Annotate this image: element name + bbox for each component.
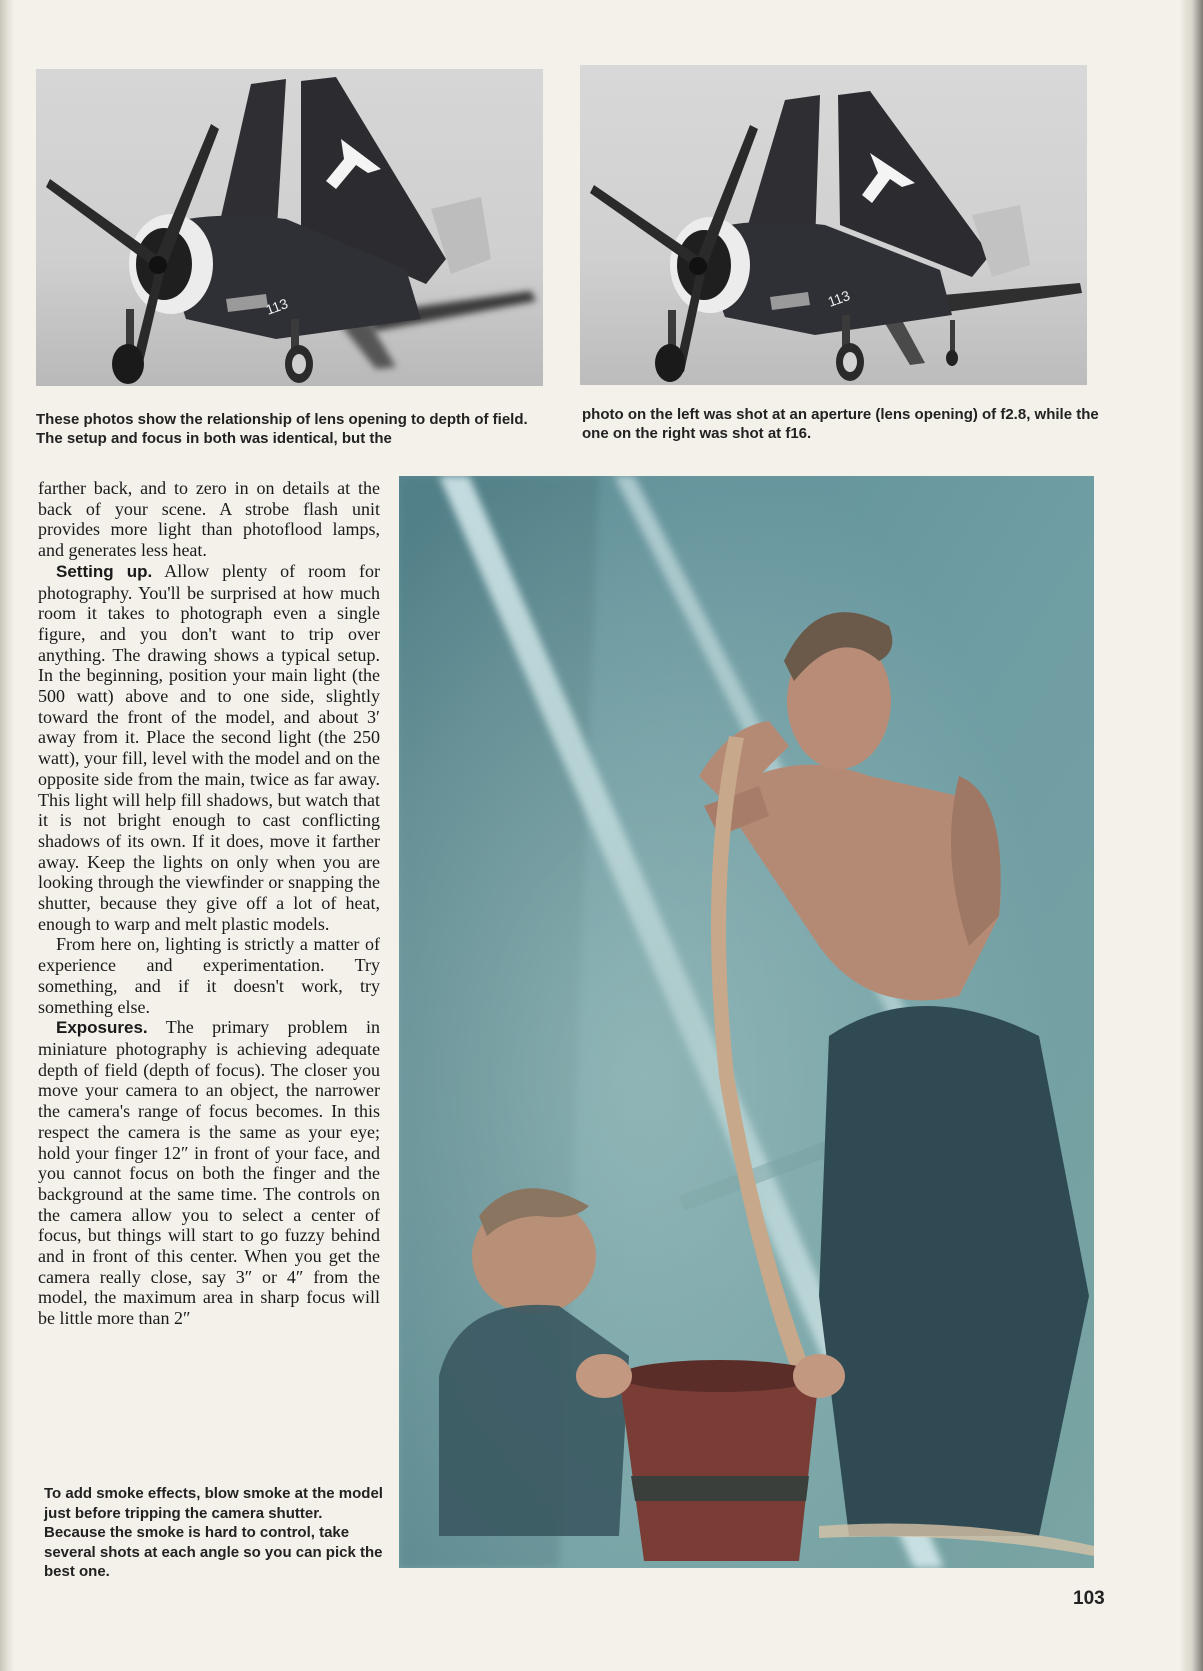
page-number: 103 <box>1073 1588 1105 1609</box>
paragraph-text: Allow plenty of room for photography. You'll be surprised at how much room it takes to photograph even a single figure, and you don't want to trip over anything. The drawing shows a typical setup. In the beginning, position your main light (the 500 watt) above and to one side, slightly toward the front of the model, and about 3′ away from it. Place the second light (the 250 watt), your fill, level with the model and on the opposite side from the main, twice as far away. This light will help fill shadows, but watch that it is not bright enough to cast conflicting shadows of its own. If it does, move it farther away. Keep the lights on only when you are looking through the viewfinder or snapping the shutter, because they give off a lot of heat, enough to warp and melt plastic models. <box>38 560 381 934</box>
page-outer-edge <box>1179 0 1203 1671</box>
svg-text:113: 113 <box>263 295 291 318</box>
svg-text:113: 113 <box>825 287 853 310</box>
photo-caption-right: photo on the left was shot at an aperture (lens opening) of f2.8, while the one on the right was shot at f16. <box>582 406 1099 442</box>
smoke-effect-photo <box>399 476 1094 1568</box>
page-binding-edge <box>0 0 14 1671</box>
photo-caption-left: These photos show the relationship of lens opening to depth of field. The setup and focus in both was identical, but the <box>36 411 528 447</box>
paragraph-setting-up <box>38 561 380 935</box>
sailor-figures-icon <box>399 476 1094 1568</box>
heading-exposures: Exposures. <box>56 1018 148 1038</box>
aircraft-model-icon <box>580 65 1087 385</box>
smoke-photo-caption: To add smoke effects, blow smoke at the model just before tripping the camera shutter. Because the smoke is hard to control, take several shots at each angle so you can pick the best one. <box>44 1485 383 1580</box>
heading-setting-up: Setting up. <box>56 561 153 581</box>
paragraph-text: The primary problem in miniature photography is achieving adequate depth of field (depth of focus). The closer you move your camera to an object, the narrower the camera's range of focus becomes. In this respect the camera is the same as your eye; hold your finger 12″ in front of your face, and you cannot focus on both the finger and the background at the same time. The controls on the camera allow you to select a center of focus, but things will start to go fuzzy behind and in front of this center. When you get the camera really close, say 3″ or 4″ from the model, the maximum area in sharp focus will be little more than 2″ <box>38 1017 380 1329</box>
aircraft-model-icon <box>36 69 543 386</box>
paragraph: From here on, lighting is strictly a matter of experience and experimentation. Try something, and if it doesn't work, try something else. <box>38 934 380 1017</box>
aircraft-photo-right <box>580 65 1087 385</box>
paragraph-exposures <box>38 1017 380 1329</box>
paragraph: farther back, and to zero in on details at the back of your scene. A strobe flash unit provides more light than photoflood lamps, and generates less heat. <box>38 478 380 561</box>
aircraft-photo-left <box>36 69 543 386</box>
article-body <box>38 478 380 1329</box>
